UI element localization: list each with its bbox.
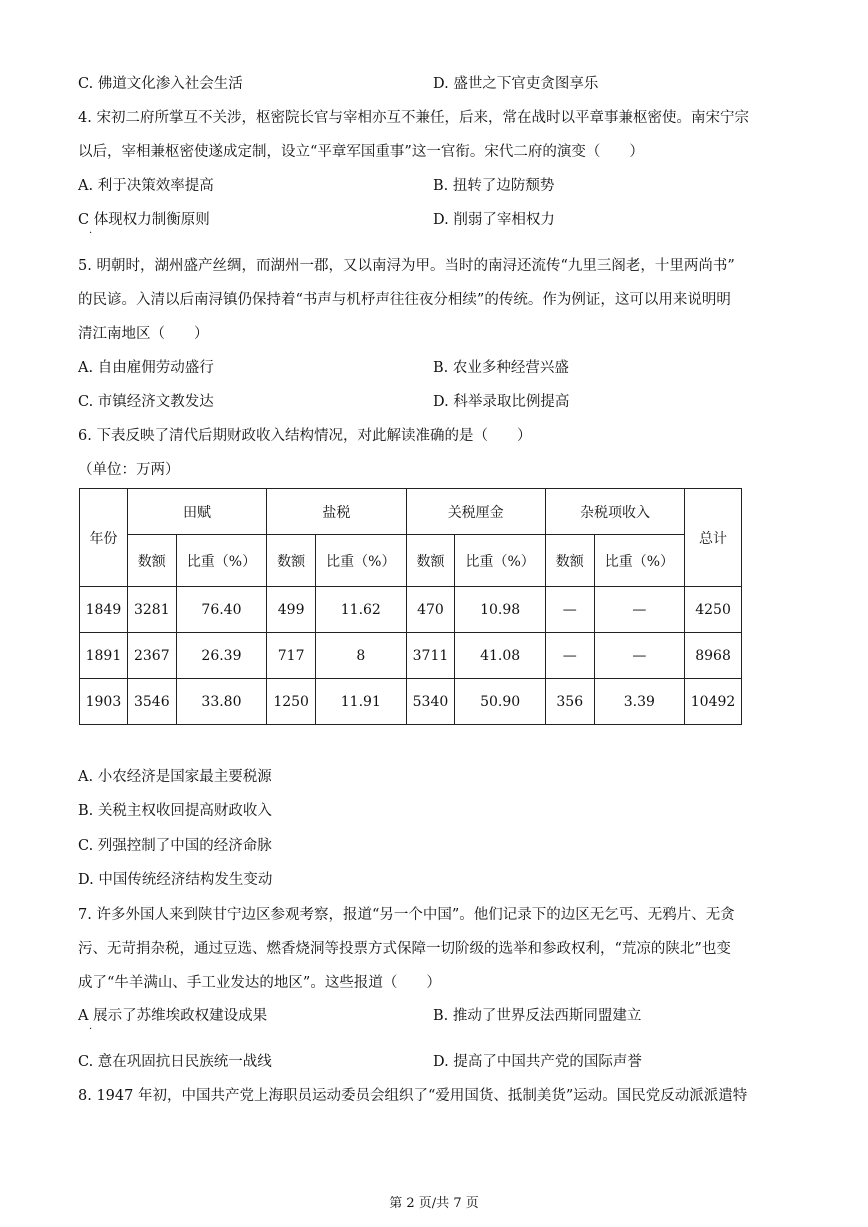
table-cell: 499 [267, 587, 316, 633]
q7-stem-line2: 污、无苛捐杂税，通过豆选、燃香烧洞等投票方式保障一切阶级的选举和参政权利，“荒凉的陕北”也变 [78, 941, 731, 957]
table-header-row [80, 489, 742, 535]
table-cell: 8 [316, 633, 406, 679]
q7-option-b: B. 推动了世界反法西斯同盟建立 [433, 1008, 642, 1024]
table-cell: 11.91 [316, 679, 406, 725]
q5-stem-line1: 5. 明朝时，湖州盛产丝绸，而湖州一郡，又以南浔为甲。当时的南浔还流传“九里三阁老，十里两尚书” [78, 258, 735, 274]
q3-option-c: C. 佛道文化渗入社会生活 [78, 76, 243, 92]
year-cell: 1903 [80, 679, 128, 725]
q6-option-d: D. 中国传统经济结构发生变动 [78, 872, 273, 888]
table-cell: — [594, 587, 684, 633]
table-row [80, 633, 742, 679]
table-cell: 41.08 [455, 633, 545, 679]
page-footer: 第 2 页/共 7 页 [389, 1196, 479, 1211]
q6-option-b: B. 关税主权收回提高财政收入 [78, 803, 272, 819]
group-header-zashui: 杂税项收入 [545, 489, 684, 535]
table-cell: — [545, 633, 594, 679]
q8-stem-line1: 8. 1947 年初，中国共产党上海职员运动委员会组织了“爱用国货、抵制美货”运动。国民党反动派派遣特 [78, 1088, 748, 1104]
table-cell: 10.98 [455, 587, 545, 633]
q6-unit-note: （单位：万两） [78, 462, 180, 478]
sub-ratio: 比重（%） [455, 535, 545, 587]
table-cell: 26.39 [176, 633, 266, 679]
sub-ratio: 比重（%） [594, 535, 684, 587]
table-cell: 76.40 [176, 587, 266, 633]
table-cell: 1250 [267, 679, 316, 725]
sub-ratio: 比重（%） [316, 535, 406, 587]
table-cell: 3281 [127, 587, 176, 633]
table-cell: 11.62 [316, 587, 406, 633]
sub-amount: 数额 [267, 535, 316, 587]
q7-option-c: C. 意在巩固抗日民族统一战线 [78, 1054, 272, 1070]
q6-stem: 6. 下表反映了清代后期财政收入结构情况，对此解读准确的是（ ） [78, 428, 532, 444]
table-cell: — [545, 587, 594, 633]
table-row [80, 587, 742, 633]
year-cell: 1891 [80, 633, 128, 679]
table-cell: 3546 [127, 679, 176, 725]
q4-option-d: D. 削弱了宰相权力 [433, 212, 555, 228]
group-header-yanshui: 盐税 [267, 489, 406, 535]
q5-stem-line3: 清江南地区（ ） [78, 326, 209, 342]
q4-option-a: A. 利于决策效率提高 [78, 178, 214, 194]
table-cell: 717 [267, 633, 316, 679]
total-cell: 4250 [685, 587, 742, 633]
q4-stem-line2: 以后，宰相兼枢密使遂成定制，设立“平章军国重事”这一官衔。宋代二府的演变（ ） [78, 144, 644, 160]
total-header: 总计 [685, 489, 742, 587]
q5-stem-line2: 的民谚。入清以后南浔镇仍保持着“书声与机杼声往往夜分相续”的传统。作为例证，这可以用来说明明 [78, 292, 731, 308]
table-cell: 2367 [127, 633, 176, 679]
missing-period-dot: · [89, 228, 93, 239]
q5-option-a: A. 自由雇佣劳动盛行 [78, 360, 214, 376]
group-header-tianfu: 田赋 [127, 489, 266, 535]
q3-option-d: D. 盛世之下官吏贪图享乐 [433, 76, 599, 92]
sub-amount: 数额 [127, 535, 176, 587]
table-row [80, 679, 742, 725]
sub-amount: 数额 [545, 535, 594, 587]
total-cell: 8968 [685, 633, 742, 679]
missing-period-dot: · [89, 1024, 93, 1035]
table-subheader-row [80, 535, 742, 587]
sub-amount: 数额 [406, 535, 455, 587]
q7-stem-line3: 成了“牛羊满山、手工业发达的地区”。这些报道（ ） [78, 975, 441, 991]
table-cell: 470 [406, 587, 455, 633]
finance-table [79, 488, 742, 725]
q5-option-d: D. 科举录取比例提高 [433, 394, 570, 410]
total-cell: 10492 [685, 679, 742, 725]
q6-option-a: A. 小农经济是国家最主要税源 [78, 769, 272, 785]
q4-option-b: B. 扭转了边防颓势 [433, 178, 555, 194]
q7-option-d: D. 提高了中国共产党的国际声誉 [433, 1054, 642, 1070]
year-cell: 1849 [80, 587, 128, 633]
sub-ratio: 比重（%） [176, 535, 266, 587]
q5-option-b: B. 农业多种经营兴盛 [433, 360, 569, 376]
q7-option-a: A 展示了苏维埃政权建设成果 [78, 1008, 268, 1024]
year-header: 年份 [80, 489, 128, 587]
q5-option-c: C. 市镇经济文教发达 [78, 394, 214, 410]
q7-stem-line1: 7. 许多外国人来到陕甘宁边区参观考察，报道“另一个中国”。他们记录下的边区无乞丐、无鸦片、无贪 [78, 907, 735, 923]
table-cell: 33.80 [176, 679, 266, 725]
table-cell: 3711 [406, 633, 455, 679]
group-header-guanshui: 关税厘金 [406, 489, 545, 535]
q4-option-c: C 体现权力制衡原则 [78, 212, 210, 228]
table-cell: 50.90 [455, 679, 545, 725]
table-cell: 356 [545, 679, 594, 725]
table-cell: 3.39 [594, 679, 684, 725]
table-cell: 5340 [406, 679, 455, 725]
q6-option-c: C. 列强控制了中国的经济命脉 [78, 838, 272, 854]
table-cell: — [594, 633, 684, 679]
q4-stem-line1: 4. 宋初二府所掌互不关涉，枢密院长官与宰相亦互不兼任，后来，常在战时以平章事兼枢密使。南宋宁宗 [78, 110, 749, 126]
